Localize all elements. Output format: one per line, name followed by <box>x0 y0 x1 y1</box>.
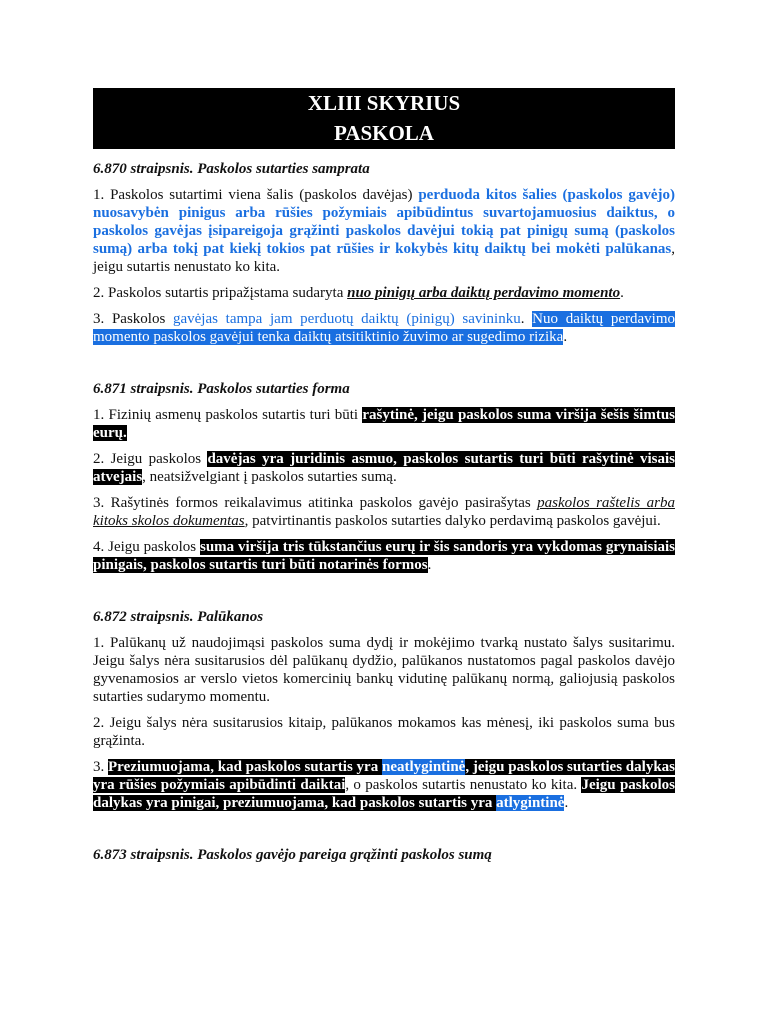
black-highlight: Jeigu paskolos dalykas yra pinigai, preziumuojama, kad paskolos sutartis yra <box>93 777 675 811</box>
text-run: 3. Paskolos <box>93 311 173 327</box>
article-6871-paragraph-2 <box>93 450 675 486</box>
black-highlight: davėjas yra juridinis asmuo, paskolos sutartis turi būti rašytinė visais atvejais <box>93 451 675 485</box>
text-run: 2. Jeigu paskolos <box>93 451 208 467</box>
article-title-6870: 6.870 straipsnis. Paskolos sutarties samprata <box>93 161 370 177</box>
article-6871-paragraph-1 <box>93 406 675 442</box>
article-6872-paragraph-1: 1. Palūkanų už naudojimąsi paskolos suma dydį ir mokėjimo tvarką nustato šalys susitarimu. Jeigu šalys nėra susitarusios dėl palūkanų dydžio, palūkanos nustatomos pagal paskolos davėjo gyvenamosios ar verslo vietos komercinių bankų vidutinę palūkanų normą, galiojusią paskolos sutarties sudarymo momentu. <box>93 635 675 705</box>
black-highlight: suma viršija tris tūkstančius eurų ir šis sandoris yra vykdomas grynaisiais pinigais, paskolos sutartis turi būti notarinės formos <box>93 539 675 573</box>
blue-emphasis: perduoda kitos šalies (paskolos gavėjo) nuosavybėn pinigus arba rūšies požymiais apibūdintus suvartojamuosius daiktus, o paskolos gavėjas įsipareigoja grąžinti paskolos davėjui tokią pat pinigų sumą (paskolos sumą) arba tokį pat kiekį tokios pat rūšies ir kokybės kitų daiktų bei mokėti palūkanas <box>93 187 675 257</box>
black-highlight: rašytinė, jeigu paskolos suma viršija šešis šimtus eurų. <box>93 407 675 441</box>
article-6870-paragraph-1 <box>93 186 675 276</box>
text-run: . <box>563 329 568 345</box>
text-run: , neatsižvelgiant į paskolos sutarties sumą. <box>142 469 397 485</box>
chapter-header <box>93 88 675 149</box>
article-title-6872: 6.872 straipsnis. Palūkanos <box>93 609 264 625</box>
black-highlight: Preziumuojama, kad paskolos sutartis yra <box>108 759 382 775</box>
article-6870-paragraph-2 <box>93 284 675 302</box>
article-6872-paragraph-3 <box>93 758 675 812</box>
article-6871-paragraph-4 <box>93 538 675 574</box>
text-run: . <box>427 557 432 573</box>
text-run: . <box>620 285 624 301</box>
text-run: . <box>564 795 569 811</box>
article-6870-paragraph-3 <box>93 310 675 346</box>
italic-underlined: paskolos raštelis arba kitoks skolos dokumentas <box>93 495 675 529</box>
article-6871-paragraph-3 <box>93 494 675 530</box>
blue-highlight: neatlygintinė <box>381 759 466 775</box>
blue-highlight: Nuo daiktų perdavimo momento paskolos gavėjui tenka daiktų atsitiktinio žuvimo ar sugedimo rizika <box>93 311 676 345</box>
text-run: , jeigu sutartis nenustato ko kita. <box>93 241 675 275</box>
black-highlight: , jeigu paskolos sutarties dalykas yra rūšies požymiais apibūdinti daiktai <box>93 759 675 793</box>
text-run: 3. Rašytinės formos reikalavimus atitinka paskolos gavėjo pasirašytas <box>93 495 538 511</box>
underlined-emphasis: nuo pinigų arba daiktų perdavimo momento <box>347 285 621 301</box>
chapter-number: XLIII SKYRIUS <box>307 91 461 115</box>
article-6872-paragraph-2: 2. Jeigu šalys nėra susitarusios kitaip, palūkanos mokamos kas mėnesį, iki paskolos suma bus grąžinta. <box>93 715 675 749</box>
article-title-6873: 6.873 straipsnis. Paskolos gavėjo pareiga grąžinti paskolos sumą <box>93 847 492 863</box>
text-run: 3. <box>93 759 109 775</box>
text-run: , o paskolos sutartis nenustato ko kita. <box>345 777 582 793</box>
blue-highlight: atlygintinė <box>496 795 565 811</box>
text-run: . <box>520 311 533 327</box>
blue-text: gavėjas tampa jam perduotų daiktų (pinigų) savininku <box>172 311 521 327</box>
text-run: 4. Jeigu paskolos <box>93 539 200 555</box>
article-title-6871: 6.871 straipsnis. Paskolos sutarties forma <box>93 381 350 397</box>
text-run: , patvirtinantis paskolos sutarties dalyko perdavimą paskolos gavėjui. <box>244 513 661 529</box>
text-run: 1. Paskolos sutartimi viena šalis (paskolos davėjas) <box>93 187 419 203</box>
chapter-title: PASKOLA <box>334 121 434 145</box>
text-run: 2. Paskolos sutartis pripažįstama sudaryta <box>93 285 348 301</box>
document-content <box>93 88 675 872</box>
text-run: 1. Fizinių asmenų paskolos sutartis turi būti <box>93 407 363 423</box>
